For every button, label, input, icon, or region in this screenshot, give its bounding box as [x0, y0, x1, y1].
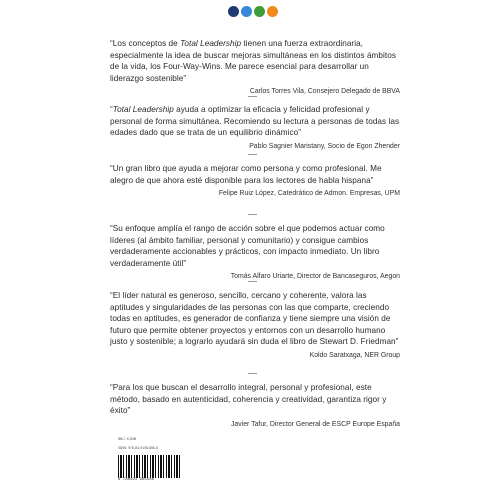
quote-block: [110, 38, 400, 96]
quote-block: [110, 104, 400, 151]
quote-book-title: Total Leadership: [180, 39, 242, 48]
quote-author: Javier Tafur, Director General de ESCP Europe España: [230, 420, 400, 428]
quote-book-title: Total Leadership: [112, 105, 174, 114]
quote-author: Felipe Ruiz López, Catedrático de Admon. Empresas, UPM: [218, 190, 400, 198]
separator: [248, 281, 257, 282]
quote-text-part: “: [110, 105, 113, 114]
separator: [248, 214, 257, 215]
color-dots: [0, 6, 490, 20]
quote-block: [110, 382, 400, 429]
quote-text: “Un gran libro que ayuda a mejorar como persona y como profesional. Me alegro de que ahora esté disponible para los lectores de habla hispana”: [110, 164, 382, 185]
quote-text: “El líder natural es generoso, sencillo, cercano y coherente, valora las aptitudes y singularidades de las personas con las que comparte, creciendo todas en aptitudes, es generador de confianza y tiene siempre una visión de futuro que permite obtener proyectos y entornos con un desarrollo humano justo y sostenible; a lograrlo ayudará sin duda el libro de Stewart D. Friedman”: [110, 291, 399, 347]
separator: [248, 154, 257, 155]
publication-info: [118, 437, 188, 451]
quote-block: [110, 223, 400, 281]
quote-author: Koldo Saratxaga, NER Group: [309, 351, 400, 359]
barcode-number: 9 788491 985566: [118, 478, 155, 482]
quote-block: [110, 290, 400, 360]
orange-dot: [267, 6, 278, 17]
separator: [248, 96, 257, 97]
quote-text-part: ayuda a optimizar la eficacia y felicidad profesional y personal de forma simultánea. Recomiendo su lectura a personas de todas las edades dado que se trata de un equilibrio dinámico”: [110, 105, 400, 138]
quote-text-part: tienen una fuerza extraordinaria, especialmente la idea de buscar mejoras simultáneas en los distintos ámbitos de la vida, los Four-Way-Wins. Me parece esencial para desarrollar un liderazgo sostenible”: [110, 39, 396, 83]
quote-text-part: “Los conceptos de: [110, 39, 181, 48]
isbn-code: ISBN: 978-84-9198-856-6: [118, 446, 159, 450]
quote-text: “Para los que buscan el desarrollo integral, personal y profesional, este método, basado en autenticidad, coherencia y creatividad, garantiza rigor y éxito”: [110, 383, 387, 416]
separator: [248, 373, 257, 374]
green-dot: [254, 6, 265, 17]
quote-text: [110, 38, 400, 84]
quote-author: Carlos Torres Vila, Consejero Delegado de BBVA: [249, 88, 400, 96]
quote-text: “Su enfoque amplía el rango de acción sobre el que podemos actuar como líderes (al ámbito familiar, personal y comunitario) y consigue cambios verdaderamente accionables y prácticos, con impacto inmediato. Un libro verdaderamente útil”: [110, 224, 385, 268]
quote-text: [110, 104, 400, 139]
quote-block: [110, 163, 400, 198]
dark-blue-dot: [228, 6, 239, 17]
ibic-code: IBIC: KJMB: [118, 437, 137, 441]
quote-author: Tomás Alfaro Uriarte, Director de Bancaseguros, Aegon: [230, 273, 400, 281]
quote-author: Pablo Sagnier Maristany, Socio de Egon Zhender: [249, 142, 400, 150]
blue-dot: [241, 6, 252, 17]
barcode-image: [118, 455, 180, 478]
